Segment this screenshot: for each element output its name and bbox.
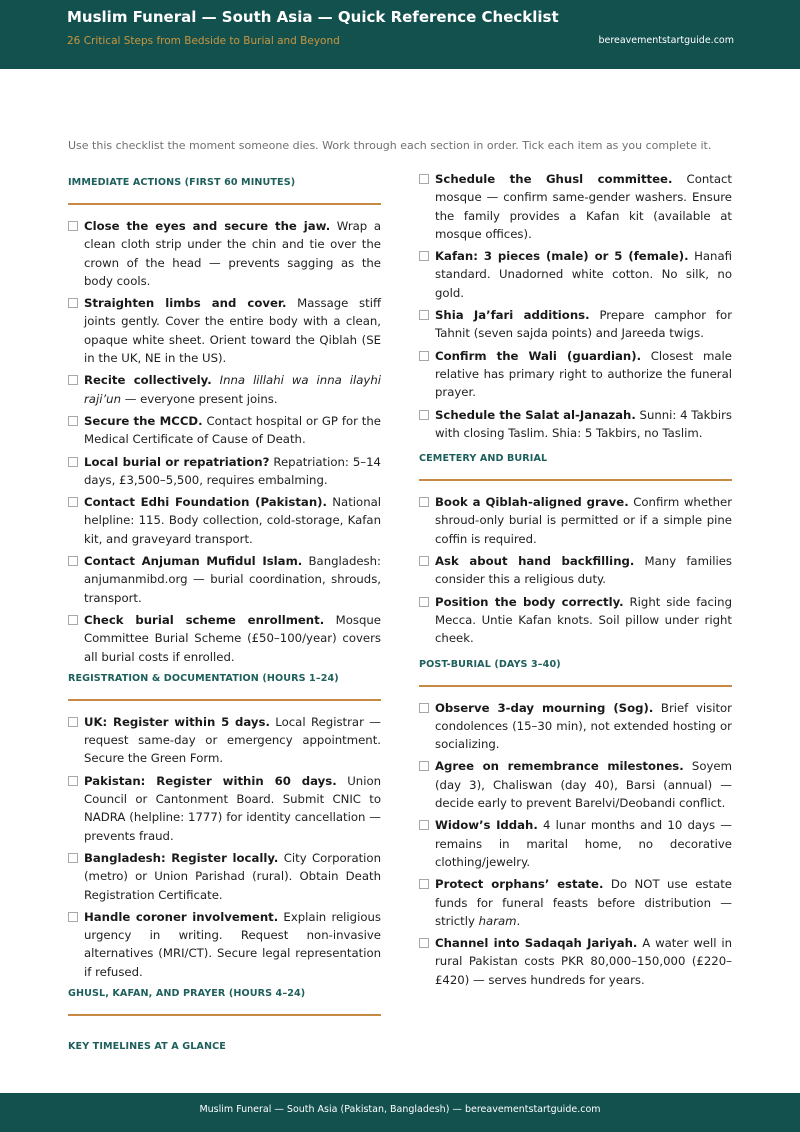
page-subtitle: 26 Critical Steps from Bedside to Burial and Beyond xyxy=(67,35,340,47)
footer-text: Muslim Funeral — South Asia (Pakistan, Bangladesh) — bereavementstartguide.com xyxy=(199,1104,601,1115)
checklist-item xyxy=(68,294,381,367)
checkbox[interactable] xyxy=(68,556,78,566)
item-text: Wrap a clean cloth strip under the chin and tie over the crown of the head — prevents sagging as the body cools. xyxy=(84,219,381,288)
item-heading: UK: Register within 5 days. xyxy=(84,714,270,729)
item-heading: Bangladesh: Register locally. xyxy=(84,850,279,865)
checklist-item xyxy=(419,875,732,930)
item-heading: Close the eyes and secure the jaw. xyxy=(84,219,331,233)
checkbox[interactable] xyxy=(68,853,78,863)
checkbox[interactable] xyxy=(68,416,78,426)
checkbox[interactable] xyxy=(419,820,429,830)
right-column xyxy=(419,170,732,993)
checklist-item xyxy=(419,593,732,648)
item-text: City Corporation (metro) or Union Parishad (rural). Obtain Death Registration Certificate. xyxy=(84,850,381,902)
checkbox[interactable] xyxy=(68,717,78,727)
checklist-item xyxy=(419,816,732,871)
item-heading: Schedule the Salat al-Janazah. xyxy=(435,407,636,422)
checklist-item xyxy=(68,453,381,490)
checklist-item xyxy=(68,849,381,904)
section-title-registration: REGISTRATION & DOCUMENTATION (HOURS 1–24) xyxy=(68,672,339,684)
checkbox[interactable] xyxy=(68,776,78,786)
section-divider xyxy=(68,1014,381,1016)
checklist-item xyxy=(419,247,732,302)
item-text: Brief visitor condolences (15–30 min), not extended hosting or socializing. xyxy=(435,700,732,752)
item-heading: Check burial scheme enrollment. xyxy=(84,612,325,627)
item-text: National helpline: 115. Body collection, cold-storage, Kafan kit, and graveyard transport. xyxy=(84,495,382,546)
checkbox[interactable] xyxy=(68,497,78,507)
item-heading: Contact Anjuman Mufidul Islam. xyxy=(84,554,303,569)
checklist-item xyxy=(419,170,732,243)
checklist-item xyxy=(419,699,732,754)
item-text: Bangladesh: anjumanmibd.org — burial coordination, shrouds, transport. xyxy=(84,554,381,605)
checklist-post xyxy=(419,699,732,989)
item-heading: Schedule the Ghusl committee. xyxy=(435,172,673,186)
item-heading: Observe 3-day mourning (Sog). xyxy=(435,700,654,715)
item-text-tail: . xyxy=(516,913,521,928)
item-text: Explain religious urgency in writing. Request non-invasive alternatives (MRI/CT). Secure legal representation if refused. xyxy=(84,909,381,979)
left-column xyxy=(68,170,381,1054)
checklist-registration xyxy=(68,713,381,981)
checkbox[interactable] xyxy=(419,174,429,184)
checkbox[interactable] xyxy=(68,375,78,385)
checklist-item xyxy=(68,908,381,981)
checklist-cemetery xyxy=(419,493,732,647)
item-heading: Recite collectively. xyxy=(84,373,212,388)
checkbox[interactable] xyxy=(419,938,429,948)
item-heading: Kafan: 3 pieces (male) or 5 (female). xyxy=(435,249,689,264)
checklist-item xyxy=(68,371,381,408)
item-text: Contact mosque — confirm same-gender washers. Ensure the family provides a Kafan kit (available at mosque offices). xyxy=(435,172,732,241)
checkbox[interactable] xyxy=(68,298,78,308)
item-heading: Channel into Sadaqah Jariyah. xyxy=(435,936,638,951)
item-heading: Agree on remembrance milestones. xyxy=(435,759,684,774)
item-text: Many families consider this a religious duty. xyxy=(435,554,733,587)
checkbox[interactable] xyxy=(68,615,78,625)
checklist-item xyxy=(419,552,732,589)
item-text: Prepare camphor for Tahnit (seven sajda points) and Jareeda twigs. xyxy=(435,308,732,341)
item-text: Local Registrar — request same-day or emergency appointment. Secure the Green Form. xyxy=(84,714,381,766)
checklist-item xyxy=(68,217,381,290)
checklist-item xyxy=(419,493,732,548)
checklist-item xyxy=(419,347,732,402)
item-text: — everyone present joins. xyxy=(121,391,278,406)
header-site: bereavementstartguide.com xyxy=(598,35,734,46)
section-title-ghusl: GHUSL, KAFAN, AND PRAYER (HOURS 4–24) xyxy=(68,987,306,999)
checkbox[interactable] xyxy=(68,912,78,922)
checklist-item xyxy=(68,412,381,449)
item-text: Closest male relative has primary right to authorize the funeral prayer. xyxy=(435,348,732,400)
item-text: Sunni: 4 Takbirs with closing Taslim. Shia: 5 Takbirs, no Taslim. xyxy=(435,407,732,440)
checkbox[interactable] xyxy=(419,556,429,566)
item-text: Hanafi standard. Unadorned white cotton. No silk, no gold. xyxy=(435,249,732,300)
item-text: Mosque Committee Burial Scheme (£50–100/year) covers all burial costs if enrolled. xyxy=(84,612,381,664)
item-heading: Widow’s Iddah. xyxy=(435,818,538,833)
checklist-item xyxy=(419,306,732,343)
checklist-ghusl xyxy=(419,170,732,442)
item-heading: Ask about hand backfilling. xyxy=(435,554,635,569)
checklist-item xyxy=(68,493,381,548)
item-heading: Pakistan: Register within 60 days. xyxy=(84,773,337,788)
item-text: Contact hospital or GP for the Medical Certificate of Cause of Death. xyxy=(84,413,381,447)
item-heading: Handle coroner involvement. xyxy=(84,909,279,924)
section-divider xyxy=(419,479,732,481)
checklist-item xyxy=(68,611,381,666)
page-footer xyxy=(0,1093,800,1132)
checklist-item xyxy=(419,757,732,812)
item-text: 4 lunar months and 10 days — remains in marital home, no decorative clothing/jewelry. xyxy=(435,818,732,869)
checklist-item xyxy=(419,406,732,443)
item-text: Do NOT use estate funds for funeral feasts before distribution — strictly xyxy=(435,877,732,928)
checklist-item xyxy=(68,772,381,845)
checkbox[interactable] xyxy=(419,597,429,607)
item-heading: Straighten limbs and cover. xyxy=(84,296,287,311)
checklist-immediate xyxy=(68,217,381,666)
checklist-item xyxy=(68,713,381,768)
item-heading: Contact Edhi Foundation (Pakistan). xyxy=(84,495,327,510)
checkbox[interactable] xyxy=(419,251,429,261)
section-title-post: POST-BURIAL (DAYS 3–40) xyxy=(419,658,561,670)
section-divider xyxy=(419,685,732,687)
item-heading: Confirm the Wali (guardian). xyxy=(435,348,642,363)
item-heading: Local burial or repatriation? xyxy=(84,454,270,469)
intro-text: Use this checklist the moment someone dies. Work through each section in order. Tick each item as you complete it. xyxy=(68,139,712,152)
item-text: Repatriation: 5–14 days, £3,500–5,500, requires embalming. xyxy=(84,454,381,487)
checkbox[interactable] xyxy=(419,351,429,361)
section-divider xyxy=(68,699,381,701)
checklist-item xyxy=(419,934,732,989)
item-heading: Secure the MCCD. xyxy=(84,413,203,428)
item-heading: Position the body correctly. xyxy=(435,594,624,609)
section-divider xyxy=(68,203,381,205)
item-heading: Book a Qiblah-aligned grave. xyxy=(435,495,629,510)
item-text: Right side facing Mecca. Untie Kafan knots. Soil pillow under right cheek. xyxy=(435,594,732,646)
section-title-immediate: IMMEDIATE ACTIONS (FIRST 60 MINUTES) xyxy=(68,177,296,188)
section-title-timelines: KEY TIMELINES AT A GLANCE xyxy=(68,1040,226,1052)
checkbox[interactable] xyxy=(419,310,429,320)
item-heading: Shia Ja’fari additions. xyxy=(435,308,590,323)
checkbox[interactable] xyxy=(68,221,78,231)
checkbox[interactable] xyxy=(419,497,429,507)
item-text: Massage stiff joints gently. Cover the entire body with a clean, opaque white sheet. Orient toward the Qiblah (SE in the UK, NE in the US). xyxy=(84,296,382,366)
page-title: Muslim Funeral — South Asia — Quick Reference Checklist xyxy=(67,8,559,26)
checkbox[interactable] xyxy=(68,457,78,467)
item-text: A water well in rural Pakistan costs PKR 80,000–150,000 (£220–£420) — serves hundreds for years. xyxy=(435,936,732,987)
checkbox[interactable] xyxy=(419,879,429,889)
section-title-cemetery: CEMETERY AND BURIAL xyxy=(419,453,548,465)
item-heading: Protect orphans’ estate. xyxy=(435,877,604,892)
item-text: Union Council or Cantonment Board. Submit CNIC to NADRA (helpline: 1777) for identity cancellation — prevents fraud. xyxy=(84,773,381,843)
checkbox[interactable] xyxy=(419,761,429,771)
item-text: Confirm whether shroud-only burial is permitted or if a simple pine coffin is required. xyxy=(435,495,733,546)
item-text: Soyem (day 3), Chaliswan (day 40), Barsi (annual) — decide early to prevent Barelvi/Deobandi conflict. xyxy=(435,759,732,811)
page-header xyxy=(0,0,800,69)
item-italic: haram xyxy=(478,913,517,928)
checklist-item xyxy=(68,552,381,607)
checkbox[interactable] xyxy=(419,410,429,420)
checkbox[interactable] xyxy=(419,703,429,713)
item-italic: Inna lillahi wa inna ilayhi raji’un xyxy=(84,373,381,406)
